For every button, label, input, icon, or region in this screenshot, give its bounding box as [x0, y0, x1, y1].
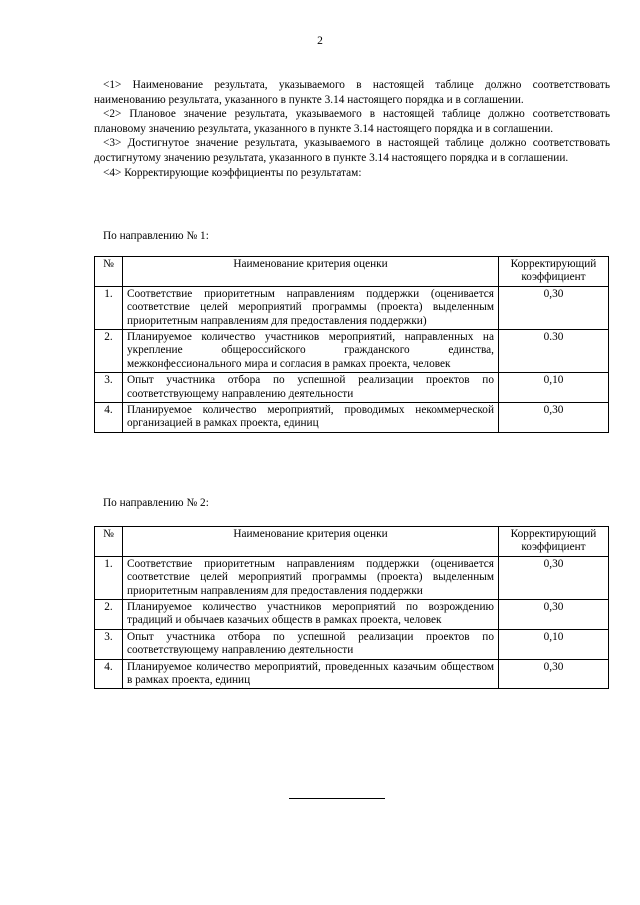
row-criterion: Планируемое количество мероприятий, проводимых некоммерческой организацией в рамках проекта, единиц	[123, 403, 499, 433]
header-coefficient: Корректирующий коэффициент	[499, 527, 609, 557]
direction-1-heading: По направлению № 1:	[103, 230, 209, 242]
header-criterion: Наименование критерия оценки	[123, 257, 499, 287]
row-num: 2.	[95, 600, 123, 630]
coefficients-table-direction-2	[94, 526, 609, 689]
row-criterion: Опыт участника отбора по успешной реализации проектов по соответствующему направлению деятельности	[123, 629, 499, 659]
direction-2-heading: По направлению № 2:	[103, 497, 209, 509]
footnote-2: <2> Плановое значение результата, указываемого в настоящей таблице должно соответствовать плановому значению результата, указанного в пункте 3.14 настоящего порядка и в соглашении.	[94, 108, 610, 135]
row-coefficient: 0,30	[499, 556, 609, 599]
footnote-1: <1> Наименование результата, указываемого в настоящей таблице должно соответствовать наименованию результата, указанного в пункте 3.14 настоящего порядка и в соглашении.	[94, 79, 610, 106]
row-coefficient: 0,30	[499, 286, 609, 329]
header-num: №	[95, 527, 123, 557]
row-coefficient: 0,30	[499, 600, 609, 630]
table-row	[95, 600, 609, 630]
table-row	[95, 330, 609, 373]
footnote-3: <3> Достигнутое значение результата, указываемого в настоящей таблице должно соответствовать достигнутому значению результата, указанного в пункте 3.14 настоящего порядка и в соглашении.	[94, 137, 610, 164]
row-criterion: Опыт участника отбора по успешной реализации проектов по соответствующему направлению деятельности	[123, 373, 499, 403]
header-num: №	[95, 257, 123, 287]
page-number: 2	[317, 35, 323, 47]
row-coefficient: 0.30	[499, 330, 609, 373]
row-num: 4.	[95, 403, 123, 433]
row-criterion: Планируемое количество мероприятий, проведенных казачьим обществом в рамках проекта, единиц	[123, 659, 499, 689]
table-header-row	[95, 257, 609, 287]
table-row	[95, 556, 609, 599]
table-row	[95, 373, 609, 403]
row-coefficient: 0,10	[499, 373, 609, 403]
footnote-4: <4> Корректирующие коэффициенты по результатам:	[103, 166, 362, 179]
row-num: 1.	[95, 286, 123, 329]
row-criterion: Соответствие приоритетным направлениям поддержки (оценивается соответствие целей мероприятий программы (проекта) выделенным приоритетным направлениям для предоставления поддержки)	[123, 286, 499, 329]
row-num: 3.	[95, 629, 123, 659]
end-divider	[289, 798, 385, 799]
row-num: 2.	[95, 330, 123, 373]
table-row	[95, 403, 609, 433]
table-row	[95, 286, 609, 329]
table-row	[95, 659, 609, 689]
row-criterion: Соответствие приоритетным направлениям поддержки (оценивается соответствие целей мероприятий программы (проекта) выделенным приоритетным направлениям для предоставления поддержки	[123, 556, 499, 599]
coefficients-table-direction-1	[94, 256, 609, 433]
row-criterion: Планируемое количество участников мероприятий, направленных на укрепление общероссийского гражданского единства, межконфессионального мира и согласия в рамках проекта, человек	[123, 330, 499, 373]
row-criterion: Планируемое количество участников мероприятий по возрождению традиций и обычаев казачьих обществ в рамках проекта, человек	[123, 600, 499, 630]
table-row	[95, 629, 609, 659]
row-num: 1.	[95, 556, 123, 599]
header-criterion: Наименование критерия оценки	[123, 527, 499, 557]
row-coefficient: 0,30	[499, 659, 609, 689]
row-num: 3.	[95, 373, 123, 403]
header-coefficient: Корректирующий коэффициент	[499, 257, 609, 287]
row-coefficient: 0,30	[499, 403, 609, 433]
table-header-row	[95, 527, 609, 557]
footnotes	[94, 78, 610, 180]
row-coefficient: 0,10	[499, 629, 609, 659]
row-num: 4.	[95, 659, 123, 689]
